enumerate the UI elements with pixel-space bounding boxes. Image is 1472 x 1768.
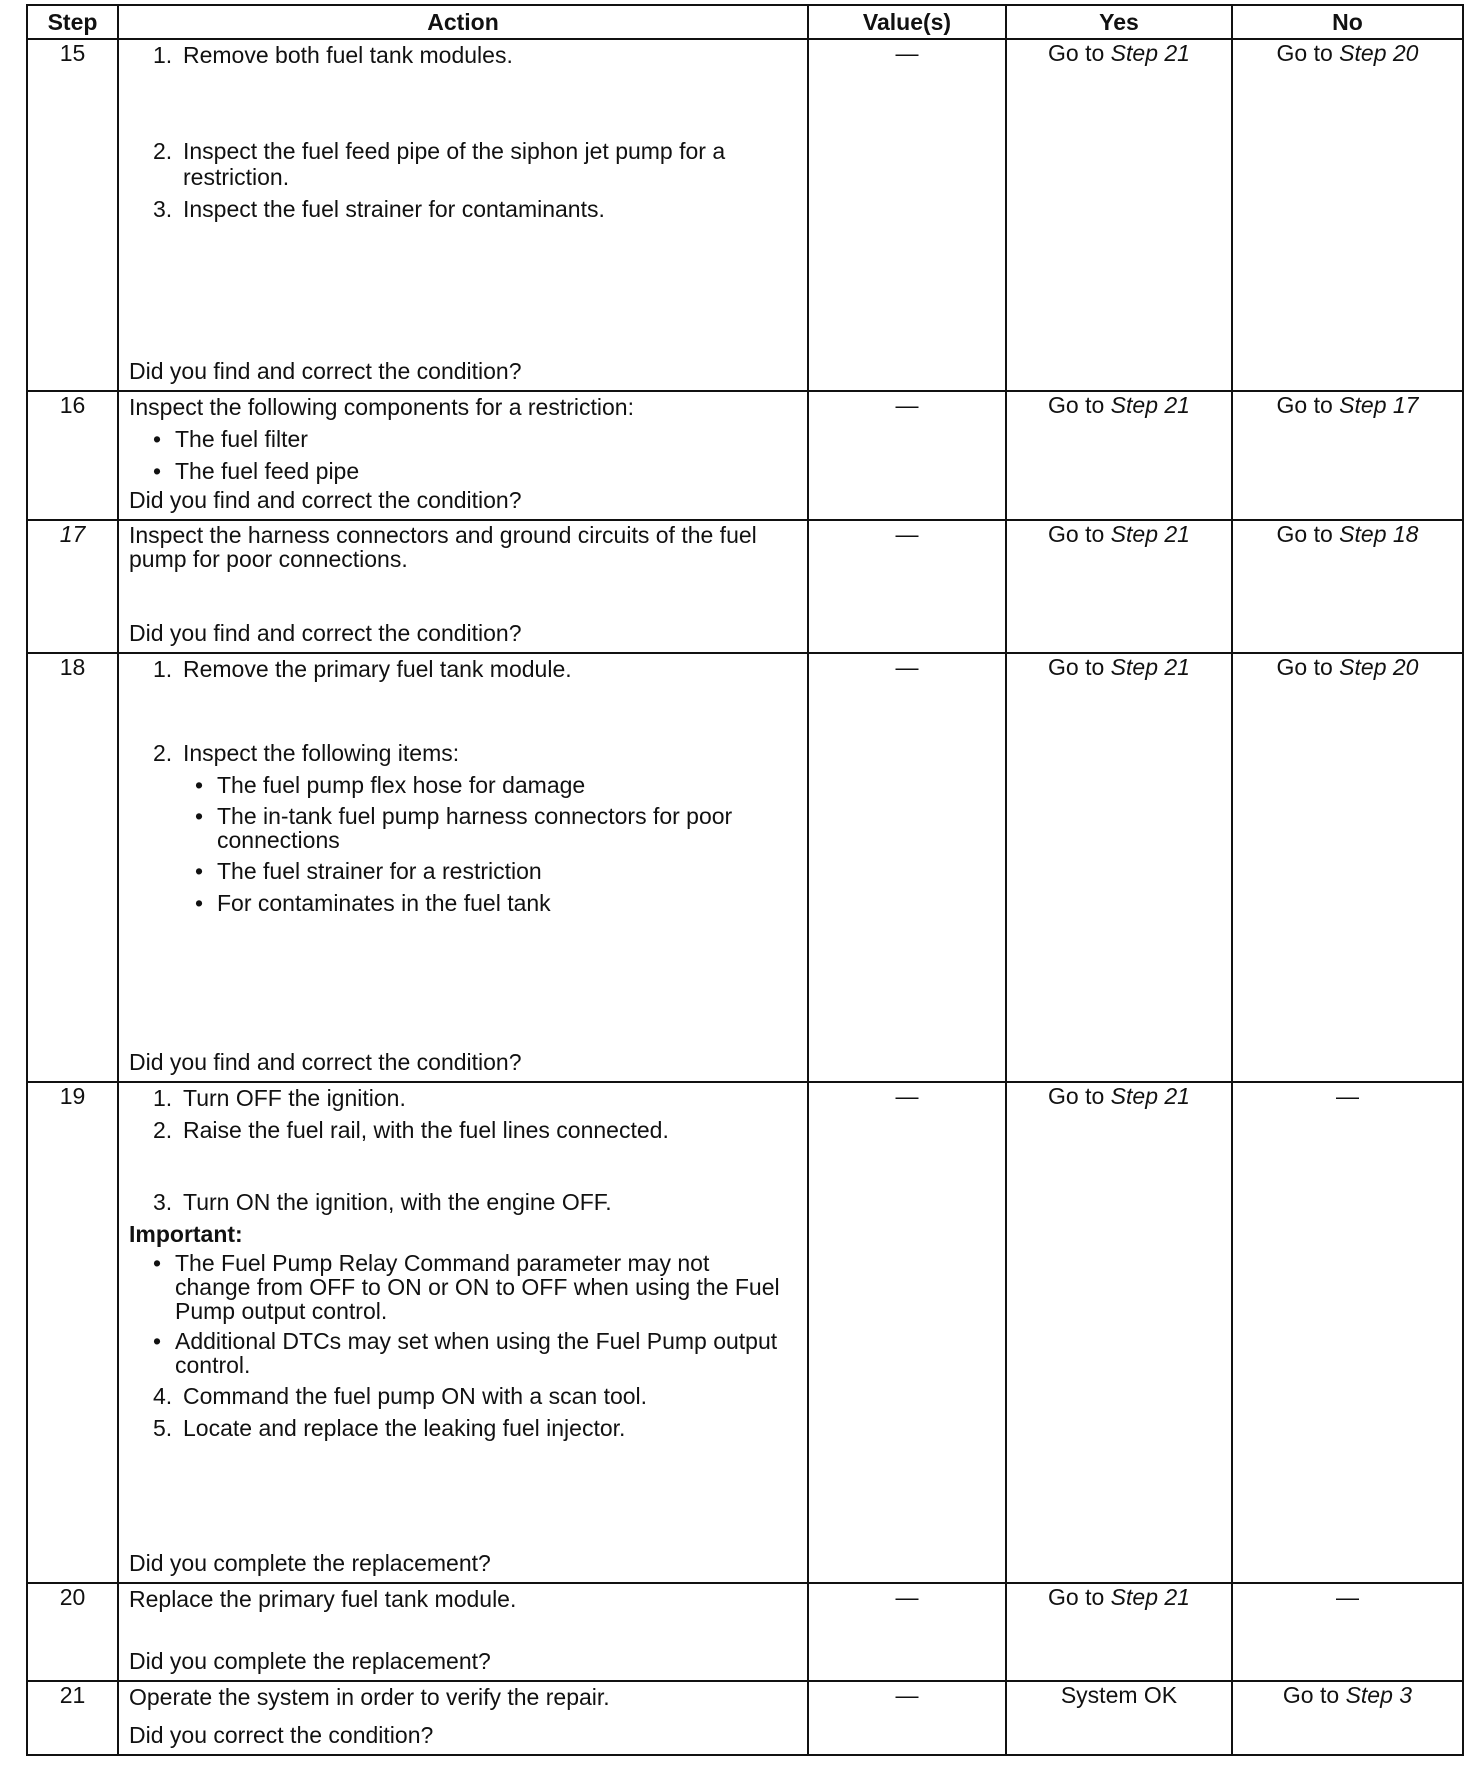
action-cell — [118, 653, 808, 1083]
no-cell: Go to Step 18 — [1232, 520, 1463, 653]
action-item: 1. Remove both fuel tank modules. — [153, 42, 513, 68]
action-intro: Inspect the following components for a restriction: — [129, 393, 634, 420]
action-intro: Inspect the harness connectors and ground circuits of the fuel pump for poor connections. — [129, 521, 757, 572]
empty-dash: — — [895, 653, 919, 680]
action-bullet: • For contaminates in the fuel tank — [195, 889, 551, 916]
yes-step-ref: Step 21 — [1110, 1083, 1190, 1110]
action-question: Did you find and correct the condition? — [129, 1049, 522, 1076]
action-item: 2. Inspect the following items: — [153, 739, 460, 766]
no-cell: Go to Step 20 — [1232, 653, 1463, 1083]
action-cell — [118, 391, 808, 520]
no-cell: Go to Step 3 — [1232, 1681, 1463, 1755]
no-step-ref: Step 18 — [1339, 520, 1419, 547]
empty-dash: — — [1336, 1584, 1359, 1611]
yes-step-ref: Step 21 — [1110, 653, 1190, 680]
value-cell — [808, 1583, 1006, 1681]
yes-cell: Go to Step 21 — [1006, 39, 1232, 391]
step-number: 16 — [27, 391, 118, 520]
action-intro: Operate the system in order to verify the repair. — [129, 1684, 610, 1711]
action-question: Did you find and correct the condition? — [129, 357, 522, 384]
action-question: Did you complete the replacement? — [129, 1648, 491, 1675]
value-cell — [808, 520, 1006, 653]
yes-cell: Go to Step 21 — [1006, 1082, 1232, 1583]
action-item: 1. Remove the primary fuel tank module. — [153, 655, 572, 682]
empty-dash: — — [895, 40, 919, 66]
value-cell — [808, 1082, 1006, 1583]
action-question: Did you complete the replacement? — [129, 1550, 491, 1577]
no-cell — [1232, 1082, 1463, 1583]
action-question: Did you find and correct the condition? — [129, 619, 522, 646]
empty-dash: — — [895, 1584, 919, 1611]
header-no: No — [1232, 5, 1463, 39]
value-cell — [808, 653, 1006, 1083]
action-cell — [118, 1681, 808, 1755]
table-row-step-21 — [27, 1681, 1463, 1755]
yes-cell: Go to Step 21 — [1006, 1583, 1232, 1681]
yes-step-ref: Step 21 — [1110, 1584, 1190, 1611]
action-item: 3. Inspect the fuel strainer for contaminants. — [153, 196, 605, 222]
yes-cell: Go to Step 21 — [1006, 653, 1232, 1083]
step-number: 17 — [27, 520, 118, 653]
value-cell — [808, 391, 1006, 520]
step-number: 21 — [27, 1681, 118, 1755]
action-cell — [118, 1583, 808, 1681]
step-number: 15 — [27, 39, 118, 391]
action-bullet: • The fuel filter — [153, 425, 308, 452]
empty-dash: — — [895, 391, 919, 418]
header-yes: Yes — [1006, 5, 1232, 39]
yes-cell: Go to Step 21 — [1006, 520, 1232, 653]
table-row-step-17 — [27, 520, 1463, 653]
yes-step-ref: Step 21 — [1110, 520, 1190, 547]
step-number: 19 — [27, 1082, 118, 1583]
table-row-step-19 — [27, 1082, 1463, 1583]
action-item: 4. Command the fuel pump ON with a scan tool. — [153, 1383, 648, 1410]
action-bullet: • The Fuel Pump Relay Command parameter may not change from OFF to ON or ON to OFF when using the Fuel Pump output control. — [153, 1250, 780, 1325]
empty-dash: — — [895, 1083, 919, 1110]
no-step-ref: Step 20 — [1339, 653, 1419, 680]
empty-dash: — — [895, 520, 919, 547]
no-step-ref: Step 20 — [1339, 40, 1419, 66]
action-item: 1. Turn OFF the ignition. — [153, 1085, 406, 1112]
yes-cell: Go to Step 21 — [1006, 391, 1232, 520]
action-item: 2. Inspect the fuel feed pipe of the siphon jet pump for a restriction. — [153, 138, 726, 190]
value-cell — [808, 1681, 1006, 1755]
action-cell — [118, 520, 808, 653]
no-step-ref: Step 17 — [1339, 391, 1419, 418]
action-question: Did you find and correct the condition? — [129, 486, 522, 513]
table-row-step-16 — [27, 391, 1463, 520]
yes-cell: System OK — [1006, 1681, 1232, 1755]
action-bullet: • Additional DTCs may set when using the Fuel Pump output control. — [153, 1328, 778, 1379]
header-step: Step — [27, 5, 118, 39]
action-item: 5. Locate and replace the leaking fuel injector. — [153, 1415, 626, 1442]
no-step-ref: Step 3 — [1345, 1682, 1413, 1709]
value-cell — [808, 39, 1006, 391]
action-bullet: • The fuel pump flex hose for damage — [195, 771, 586, 798]
action-item: 3. Turn ON the ignition, with the engine OFF. — [153, 1189, 612, 1216]
action-bullet: • The fuel feed pipe — [153, 457, 360, 484]
table-row-step-18 — [27, 653, 1463, 1083]
important-label: Important: — [129, 1221, 243, 1248]
action-bullet: • The fuel strainer for a restriction — [195, 857, 542, 884]
header-values: Value(s) — [808, 5, 1006, 39]
empty-dash: — — [1336, 1083, 1359, 1110]
step-number: 18 — [27, 653, 118, 1083]
table-row-step-20 — [27, 1583, 1463, 1681]
table-row-step-15 — [27, 39, 1463, 391]
action-cell — [118, 1082, 808, 1583]
no-cell: Go to Step 17 — [1232, 391, 1463, 520]
action-bullet: • The in-tank fuel pump harness connectors for poor connections — [195, 802, 733, 853]
step-number: 20 — [27, 1583, 118, 1681]
no-cell: Go to Step 20 — [1232, 39, 1463, 391]
diagnostic-table — [26, 4, 1464, 1756]
header-action: Action — [118, 5, 808, 39]
action-item: 2. Raise the fuel rail, with the fuel lines connected. — [153, 1117, 669, 1144]
no-cell — [1232, 1583, 1463, 1681]
action-intro: Replace the primary fuel tank module. — [129, 1586, 517, 1613]
yes-step-ref: Step 21 — [1110, 40, 1190, 66]
header-row — [27, 5, 1463, 39]
action-cell — [118, 39, 808, 391]
empty-dash: — — [895, 1682, 919, 1709]
action-question: Did you correct the condition? — [129, 1722, 434, 1748]
yes-step-ref: Step 21 — [1110, 391, 1190, 418]
